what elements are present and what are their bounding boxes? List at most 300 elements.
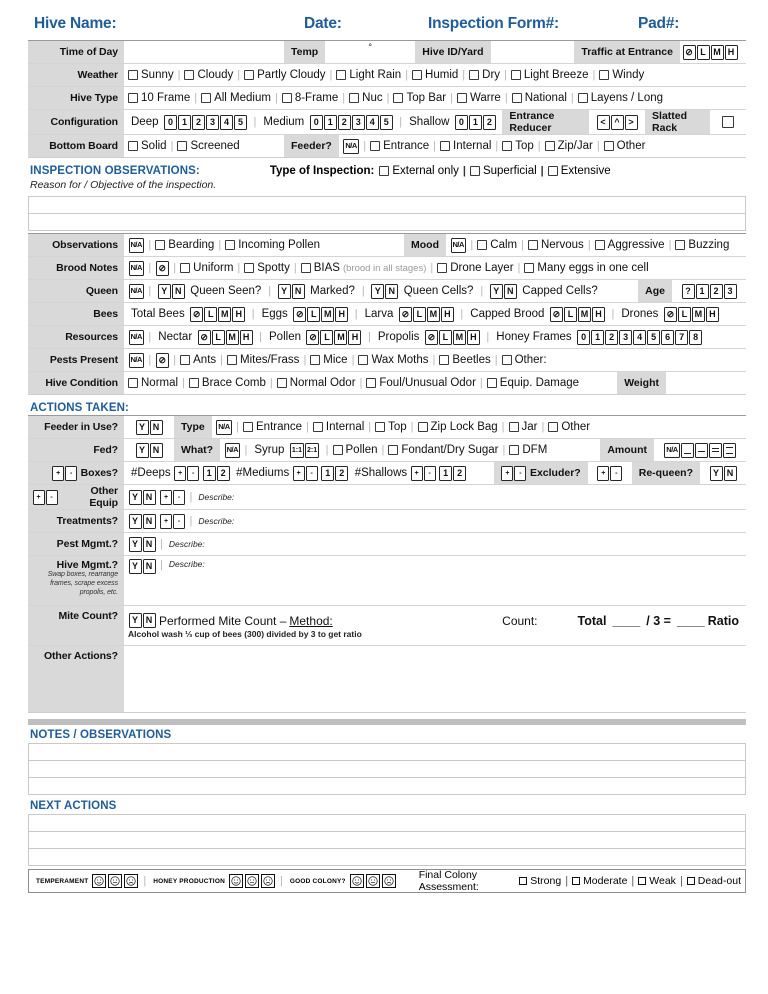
treatments-qty-plus[interactable]: + bbox=[160, 514, 172, 529]
checkbox-icon[interactable] bbox=[509, 422, 519, 432]
checkbox-icon[interactable] bbox=[469, 70, 479, 80]
checkbox-icon[interactable] bbox=[487, 378, 497, 388]
option-label: Zip Lock Bag bbox=[430, 421, 498, 433]
checkbox-icon[interactable] bbox=[243, 422, 253, 432]
next-actions-line-2[interactable] bbox=[28, 831, 746, 849]
deeps-count-1[interactable]: 1 bbox=[203, 466, 216, 481]
checkbox-icon[interactable] bbox=[244, 70, 254, 80]
observations-option-incoming-pollen[interactable] bbox=[225, 239, 320, 251]
checkbox-icon[interactable] bbox=[502, 355, 512, 365]
deep-count-3[interactable]: 3 bbox=[206, 115, 219, 130]
checkbox-icon[interactable] bbox=[457, 93, 467, 103]
checkbox-icon[interactable] bbox=[470, 166, 480, 176]
checkbox-icon[interactable] bbox=[282, 93, 292, 103]
checkbox-icon[interactable] bbox=[128, 70, 138, 80]
fed-option-pollen[interactable] bbox=[333, 444, 378, 456]
neutral-face-icon[interactable] bbox=[108, 874, 122, 888]
checkbox-icon[interactable] bbox=[301, 263, 311, 273]
pollen-none[interactable]: ⊘ bbox=[306, 330, 319, 345]
checkbox-icon[interactable] bbox=[375, 422, 385, 432]
checkbox-icon[interactable] bbox=[128, 93, 138, 103]
condition-option-brace-comb[interactable] bbox=[189, 377, 266, 389]
checkbox-icon[interactable] bbox=[595, 240, 605, 250]
total-bees-medium[interactable]: M bbox=[218, 307, 231, 322]
condition-option-normal-odor[interactable] bbox=[277, 377, 356, 389]
deep-count-1[interactable]: 1 bbox=[178, 115, 191, 130]
pest-mgmt-describe-input[interactable] bbox=[205, 533, 742, 555]
weather-option-dry[interactable] bbox=[469, 69, 500, 81]
mood-option-buzzing[interactable] bbox=[675, 239, 729, 251]
mediums-minus-button[interactable]: - bbox=[306, 466, 318, 481]
checkbox-icon[interactable] bbox=[687, 877, 695, 885]
hive-type-option-all-medium[interactable] bbox=[201, 92, 271, 104]
pest-mgmt-no[interactable]: N bbox=[143, 537, 156, 552]
divider: | bbox=[399, 116, 403, 128]
excluder-minus-button[interactable]: - bbox=[514, 466, 526, 481]
pests-option-ants[interactable] bbox=[180, 354, 216, 366]
reason-line-2[interactable] bbox=[28, 213, 746, 231]
capped-cells-yn bbox=[489, 284, 517, 299]
capped-brood-low[interactable]: L bbox=[564, 307, 577, 322]
hive-type-option-nuc[interactable] bbox=[349, 92, 382, 104]
other-equip-plus-button[interactable]: + bbox=[33, 490, 45, 505]
weather-option-light-rain[interactable] bbox=[336, 69, 401, 81]
checkbox-icon[interactable] bbox=[439, 355, 449, 365]
checkbox-icon[interactable] bbox=[509, 445, 519, 455]
drones-medium[interactable]: M bbox=[692, 307, 705, 322]
temp-input[interactable] bbox=[325, 41, 415, 63]
pests-option-other[interactable] bbox=[502, 354, 547, 366]
queen-age-3[interactable]: 3 bbox=[724, 284, 737, 299]
queen-seen-yes[interactable]: Y bbox=[158, 284, 171, 299]
hive-type-option-8-frame[interactable] bbox=[282, 92, 338, 104]
feeder-option-top[interactable] bbox=[502, 140, 534, 152]
pests-option-mice[interactable] bbox=[310, 354, 347, 366]
checkbox-icon[interactable] bbox=[313, 422, 323, 432]
mediums-plus-button[interactable]: + bbox=[293, 466, 305, 481]
entrance-reducer-left-icon[interactable]: < bbox=[597, 115, 610, 130]
deeps-minus-button[interactable]: - bbox=[187, 466, 199, 481]
other-equip-qty-minus[interactable]: - bbox=[173, 490, 185, 505]
larva-medium[interactable]: M bbox=[427, 307, 440, 322]
larva-none[interactable]: ⊘ bbox=[399, 307, 412, 322]
weather-option-windy[interactable] bbox=[599, 69, 644, 81]
brood-option-bias[interactable] bbox=[301, 262, 340, 274]
checkbox-icon[interactable] bbox=[184, 70, 194, 80]
degree-symbol: ° bbox=[368, 42, 373, 52]
weather-option-sunny[interactable] bbox=[128, 69, 174, 81]
honey-frames-4[interactable]: 4 bbox=[633, 330, 646, 345]
medium-count-2[interactable]: 2 bbox=[338, 115, 351, 130]
capped-cells-no[interactable]: N bbox=[504, 284, 517, 299]
checkbox-icon[interactable] bbox=[477, 240, 487, 250]
capped-brood-high[interactable]: H bbox=[592, 307, 605, 322]
checkbox-icon[interactable] bbox=[437, 263, 447, 273]
option-label: Uniform bbox=[193, 262, 234, 274]
requeen-no[interactable]: N bbox=[724, 466, 737, 481]
sad-face-icon[interactable] bbox=[124, 874, 138, 888]
eggs-high[interactable]: H bbox=[335, 307, 348, 322]
drones-none[interactable]: ⊘ bbox=[664, 307, 677, 322]
queen-na-option[interactable]: N/A bbox=[129, 284, 144, 299]
fed-option-fondant-dry-sugar[interactable] bbox=[388, 444, 498, 456]
amount-three-quarter[interactable] bbox=[709, 443, 722, 458]
assessment-option-dead-out[interactable] bbox=[687, 875, 741, 887]
observations-option-bearding[interactable] bbox=[155, 239, 214, 251]
mediums-count-2[interactable]: 2 bbox=[335, 466, 348, 481]
shallows-plus-button[interactable]: + bbox=[411, 466, 423, 481]
feeder-na-option[interactable]: N/A bbox=[343, 139, 358, 154]
checkbox-icon[interactable] bbox=[349, 93, 359, 103]
checkbox-icon[interactable] bbox=[599, 70, 609, 80]
traffic-option-high[interactable]: H bbox=[725, 45, 738, 60]
checkbox-icon[interactable] bbox=[177, 141, 187, 151]
honey-frames-6[interactable]: 6 bbox=[661, 330, 674, 345]
hive-type-option-national[interactable] bbox=[512, 92, 567, 104]
honey-frames-7[interactable]: 7 bbox=[675, 330, 688, 345]
shallows-count-1[interactable]: 1 bbox=[439, 466, 452, 481]
weather-option-cloudy[interactable] bbox=[184, 69, 233, 81]
checkbox-icon[interactable] bbox=[604, 141, 614, 151]
hive-type-option-top-bar[interactable] bbox=[393, 92, 446, 104]
happy-face-icon[interactable] bbox=[350, 874, 364, 888]
time-of-day-input[interactable] bbox=[124, 41, 284, 63]
fed-what-na[interactable]: N/A bbox=[225, 443, 240, 458]
syrup-ratio-2-1[interactable]: 2:1 bbox=[305, 443, 319, 458]
propolis-medium[interactable]: M bbox=[453, 330, 466, 345]
capped-brood-none[interactable]: ⊘ bbox=[550, 307, 563, 322]
feeder-type-other[interactable] bbox=[548, 421, 590, 433]
weather-option-humid[interactable] bbox=[412, 69, 458, 81]
checkbox-icon[interactable] bbox=[412, 70, 422, 80]
feeder-type-na[interactable]: N/A bbox=[216, 420, 231, 435]
notes-line-2[interactable] bbox=[28, 760, 746, 778]
weather-option-light-breeze[interactable] bbox=[511, 69, 589, 81]
neutral-face-icon[interactable] bbox=[245, 874, 259, 888]
capped-cells-yes[interactable]: Y bbox=[490, 284, 503, 299]
honey-frames-5[interactable]: 5 bbox=[647, 330, 660, 345]
checkbox-icon[interactable] bbox=[545, 141, 555, 151]
queen-age-1[interactable]: 1 bbox=[696, 284, 709, 299]
deep-count-4[interactable]: 4 bbox=[220, 115, 233, 130]
bottom-board-option-solid[interactable] bbox=[128, 140, 167, 152]
queen-marked-no[interactable]: N bbox=[292, 284, 305, 299]
checkbox-icon[interactable] bbox=[189, 378, 199, 388]
honey-frames-1[interactable]: 1 bbox=[591, 330, 604, 345]
queen-marked-yes[interactable]: Y bbox=[278, 284, 291, 299]
queen-seen-no[interactable]: N bbox=[172, 284, 185, 299]
checkbox-icon[interactable] bbox=[379, 166, 389, 176]
nectar-high[interactable]: H bbox=[240, 330, 253, 345]
other-equip-yes[interactable]: Y bbox=[129, 490, 142, 505]
medium-count-4[interactable]: 4 bbox=[366, 115, 379, 130]
shallow-count-1[interactable]: 1 bbox=[469, 115, 482, 130]
brood-option-spotty[interactable] bbox=[244, 262, 290, 274]
treatments-qty-minus[interactable]: - bbox=[173, 514, 185, 529]
mite-count-yes[interactable]: Y bbox=[129, 613, 142, 628]
hive-type-option-10-frame[interactable] bbox=[128, 92, 190, 104]
nectar-medium[interactable]: M bbox=[226, 330, 239, 345]
pests-option-mites-frass[interactable] bbox=[227, 354, 299, 366]
hive-mgmt-no[interactable]: N bbox=[143, 559, 156, 574]
pollen-low[interactable]: L bbox=[320, 330, 333, 345]
divider: | bbox=[148, 331, 152, 343]
total-bees-high[interactable]: H bbox=[232, 307, 245, 322]
option-label: Aggressive bbox=[607, 239, 665, 251]
slatted-rack-checkbox[interactable] bbox=[722, 116, 734, 128]
hive-mgmt-describe-input[interactable] bbox=[205, 559, 742, 605]
assessment-option-strong[interactable] bbox=[519, 875, 561, 887]
boxes-minus-button[interactable]: - bbox=[65, 466, 77, 481]
pollen-high[interactable]: H bbox=[348, 330, 361, 345]
shallow-count-2[interactable]: 2 bbox=[483, 115, 496, 130]
queen-age-2[interactable]: 2 bbox=[710, 284, 723, 299]
other-equip-no[interactable]: N bbox=[143, 490, 156, 505]
happy-face-icon[interactable] bbox=[229, 874, 243, 888]
divider: | bbox=[486, 331, 490, 343]
deeps-plus-button[interactable]: + bbox=[174, 466, 186, 481]
notes-line-1[interactable] bbox=[28, 743, 746, 761]
checkbox-icon[interactable] bbox=[244, 263, 254, 273]
checkbox-icon[interactable] bbox=[128, 141, 138, 151]
pests-option-wax-moths[interactable] bbox=[358, 354, 428, 366]
queen-marked-label: Marked? bbox=[310, 285, 355, 297]
hive-condition-options bbox=[124, 372, 617, 394]
fed-yes[interactable]: Y bbox=[136, 443, 149, 458]
feeder-option-internal[interactable] bbox=[440, 140, 491, 152]
traffic-option-low[interactable]: L bbox=[697, 45, 710, 60]
mite-count-total-input[interactable]: ____ bbox=[612, 613, 641, 628]
traffic-option-medium[interactable]: M bbox=[711, 45, 724, 60]
other-equip-minus-button[interactable]: - bbox=[46, 490, 58, 505]
inspection-type-superficial[interactable] bbox=[470, 165, 537, 177]
checkbox-icon[interactable] bbox=[675, 240, 685, 250]
next-actions-line-3[interactable] bbox=[28, 848, 746, 866]
medium-count-0[interactable]: 0 bbox=[310, 115, 323, 130]
shallows-minus-button[interactable]: - bbox=[424, 466, 436, 481]
feeder-in-use-no[interactable]: N bbox=[150, 420, 163, 435]
checkbox-icon[interactable] bbox=[572, 877, 580, 885]
checkbox-icon[interactable] bbox=[638, 877, 646, 885]
propolis-low[interactable]: L bbox=[439, 330, 452, 345]
brood-none-option[interactable]: ⊘ bbox=[156, 261, 169, 276]
hive-type-option-warre[interactable] bbox=[457, 92, 501, 104]
hive-mgmt-yes[interactable]: Y bbox=[129, 559, 142, 574]
eggs-medium[interactable]: M bbox=[321, 307, 334, 322]
honey-frames-3[interactable]: 3 bbox=[619, 330, 632, 345]
feeder-type-zip-lock-bag[interactable] bbox=[418, 421, 498, 433]
honey-frames-8[interactable]: 8 bbox=[689, 330, 702, 345]
inspection-type-extensive[interactable] bbox=[548, 165, 611, 177]
other-equip-describe-input[interactable] bbox=[234, 485, 742, 509]
mood-na-option[interactable]: N/A bbox=[451, 238, 466, 253]
divider: | bbox=[541, 421, 545, 433]
reason-line-1[interactable] bbox=[28, 196, 746, 214]
pollen-medium[interactable]: M bbox=[334, 330, 347, 345]
pest-mgmt-yes[interactable]: Y bbox=[129, 537, 142, 552]
medium-count-5[interactable]: 5 bbox=[380, 115, 393, 130]
checkbox-icon[interactable] bbox=[502, 141, 512, 151]
amount-na[interactable]: N/A bbox=[664, 443, 679, 458]
treatments-describe-input[interactable] bbox=[234, 510, 742, 532]
total-bees-none[interactable]: ⊘ bbox=[190, 307, 203, 322]
mood-option-calm[interactable] bbox=[477, 239, 517, 251]
pests-options bbox=[124, 349, 746, 371]
weight-input[interactable] bbox=[666, 372, 746, 394]
assessment-option-moderate[interactable] bbox=[572, 875, 627, 887]
propolis-high[interactable]: H bbox=[467, 330, 480, 345]
checkbox-icon[interactable] bbox=[201, 93, 211, 103]
feeder-option-entrance[interactable] bbox=[370, 140, 429, 152]
checkbox-icon[interactable] bbox=[310, 355, 320, 365]
checkbox-icon[interactable] bbox=[366, 378, 376, 388]
brood-option-many-eggs[interactable] bbox=[524, 262, 648, 274]
excluder-plus-button[interactable]: + bbox=[501, 466, 513, 481]
checkbox-icon[interactable] bbox=[225, 240, 235, 250]
feeder-in-use-yes[interactable]: Y bbox=[136, 420, 149, 435]
checkbox-icon[interactable] bbox=[512, 93, 522, 103]
pests-option-beetles[interactable] bbox=[439, 354, 490, 366]
checkbox-icon[interactable] bbox=[418, 422, 428, 432]
checkbox-icon[interactable] bbox=[333, 445, 343, 455]
neutral-face-icon[interactable] bbox=[366, 874, 380, 888]
checkbox-icon[interactable] bbox=[524, 263, 534, 273]
total-bees-low[interactable]: L bbox=[204, 307, 217, 322]
other-equip-qty-plus[interactable]: + bbox=[160, 490, 172, 505]
checkbox-icon[interactable] bbox=[548, 166, 558, 176]
checkbox-icon[interactable] bbox=[180, 355, 190, 365]
pests-na-option[interactable]: N/A bbox=[129, 353, 144, 368]
mediums-count-1[interactable]: 1 bbox=[321, 466, 334, 481]
checkbox-icon[interactable] bbox=[388, 445, 398, 455]
syrup-ratio-1-1[interactable]: 1:1 bbox=[290, 443, 304, 458]
weather-option-partly-cloudy[interactable] bbox=[244, 69, 325, 81]
requeen-yes[interactable]: Y bbox=[710, 466, 723, 481]
honey-frames-0[interactable]: 0 bbox=[577, 330, 590, 345]
fed-no[interactable]: N bbox=[150, 443, 163, 458]
capped-brood-medium[interactable]: M bbox=[578, 307, 591, 322]
amount-half[interactable] bbox=[695, 443, 708, 458]
sad-face-icon[interactable] bbox=[382, 874, 396, 888]
deeps-count-2[interactable]: 2 bbox=[217, 466, 230, 481]
honey-frames-2[interactable]: 2 bbox=[605, 330, 618, 345]
deep-count-0[interactable]: 0 bbox=[164, 115, 177, 130]
checkbox-icon[interactable] bbox=[578, 93, 588, 103]
queen-cells-yes[interactable]: Y bbox=[371, 284, 384, 299]
happy-face-icon[interactable] bbox=[92, 874, 106, 888]
treatments-no[interactable]: N bbox=[143, 514, 156, 529]
mite-count-no[interactable]: N bbox=[143, 613, 156, 628]
checkbox-icon[interactable] bbox=[155, 240, 165, 250]
mood-option-aggressive[interactable] bbox=[595, 239, 665, 251]
feeder-option-other[interactable] bbox=[604, 140, 646, 152]
entrance-reducer-right-icon[interactable]: > bbox=[625, 115, 638, 130]
observations-na-option[interactable]: N/A bbox=[129, 238, 144, 253]
medium-count-1[interactable]: 1 bbox=[324, 115, 337, 130]
brood-na-option[interactable]: N/A bbox=[129, 261, 144, 276]
checkbox-icon[interactable] bbox=[440, 141, 450, 151]
divider: | bbox=[244, 444, 248, 456]
notes-line-3[interactable] bbox=[28, 777, 746, 795]
propolis-none[interactable]: ⊘ bbox=[425, 330, 438, 345]
hive-type-option-layens-long[interactable] bbox=[578, 92, 663, 104]
entrance-reducer-up-icon[interactable]: ^ bbox=[611, 115, 624, 130]
traffic-option-none[interactable]: ⊘ bbox=[683, 45, 696, 60]
shallow-count-0[interactable]: 0 bbox=[455, 115, 468, 130]
brood-option-drone-layer[interactable] bbox=[437, 262, 513, 274]
feeder-in-use-yn bbox=[124, 416, 174, 438]
checkbox-icon[interactable] bbox=[128, 378, 138, 388]
resources-na-option[interactable]: N/A bbox=[129, 330, 144, 345]
bottom-board-option-screened[interactable] bbox=[177, 140, 239, 152]
assessment-option-weak[interactable] bbox=[638, 875, 676, 887]
checkbox-icon[interactable] bbox=[277, 378, 287, 388]
checkbox-icon[interactable] bbox=[393, 93, 403, 103]
condition-option-normal[interactable] bbox=[128, 377, 178, 389]
condition-option-foul-odor[interactable] bbox=[366, 377, 476, 389]
pests-none-option[interactable]: ⊘ bbox=[156, 353, 169, 368]
checkbox-icon[interactable] bbox=[519, 877, 527, 885]
checkbox-icon[interactable] bbox=[358, 355, 368, 365]
mood-option-nervous[interactable] bbox=[528, 239, 584, 251]
excluder-stepper-plus[interactable]: + bbox=[597, 466, 609, 481]
checkbox-icon[interactable] bbox=[180, 263, 190, 273]
eggs-none[interactable]: ⊘ bbox=[293, 307, 306, 322]
nectar-none[interactable]: ⊘ bbox=[198, 330, 211, 345]
checkbox-icon[interactable] bbox=[370, 141, 380, 151]
checkbox-icon[interactable] bbox=[548, 422, 558, 432]
feeder-type-internal[interactable] bbox=[313, 421, 364, 433]
larva-high[interactable]: H bbox=[441, 307, 454, 322]
fed-option-dfm[interactable] bbox=[509, 444, 547, 456]
checkbox-icon[interactable] bbox=[336, 70, 346, 80]
brood-option-uniform[interactable] bbox=[180, 262, 233, 274]
hive-id-yard-input[interactable] bbox=[491, 41, 575, 63]
other-actions-input[interactable] bbox=[124, 646, 746, 712]
drones-low[interactable]: L bbox=[678, 307, 691, 322]
excluder-stepper-minus[interactable]: - bbox=[610, 466, 622, 481]
amount-quarter[interactable] bbox=[681, 443, 694, 458]
deep-count-5[interactable]: 5 bbox=[234, 115, 247, 130]
inspection-observations-title: INSPECTION OBSERVATIONS: bbox=[30, 165, 200, 177]
nectar-low[interactable]: L bbox=[212, 330, 225, 345]
next-actions-line-1[interactable] bbox=[28, 814, 746, 832]
divider: | bbox=[236, 421, 240, 433]
eggs-low[interactable]: L bbox=[307, 307, 320, 322]
condition-option-equip-damage[interactable] bbox=[487, 377, 579, 389]
drones-high[interactable]: H bbox=[706, 307, 719, 322]
larva-low[interactable]: L bbox=[413, 307, 426, 322]
deep-count-2[interactable]: 2 bbox=[192, 115, 205, 130]
feeder-type-jar[interactable] bbox=[509, 421, 538, 433]
amount-full[interactable] bbox=[723, 443, 736, 458]
sad-face-icon[interactable] bbox=[261, 874, 275, 888]
checkbox-icon[interactable] bbox=[511, 70, 521, 80]
feeder-type-entrance[interactable] bbox=[243, 421, 302, 433]
inspection-type-external-only[interactable] bbox=[379, 165, 458, 177]
treatments-yes[interactable]: Y bbox=[129, 514, 142, 529]
checkbox-icon[interactable] bbox=[528, 240, 538, 250]
feeder-option-zip-jar[interactable] bbox=[545, 140, 593, 152]
queen-cells-no[interactable]: N bbox=[385, 284, 398, 299]
boxes-plus-button[interactable]: + bbox=[52, 466, 64, 481]
feeder-type-top[interactable] bbox=[375, 421, 407, 433]
queen-age-unknown[interactable]: ? bbox=[682, 284, 695, 299]
checkbox-icon[interactable] bbox=[227, 355, 237, 365]
shallows-count-2[interactable]: 2 bbox=[453, 466, 466, 481]
medium-count-3[interactable]: 3 bbox=[352, 115, 365, 130]
mite-count-ratio-input[interactable]: ____ bbox=[676, 613, 705, 628]
